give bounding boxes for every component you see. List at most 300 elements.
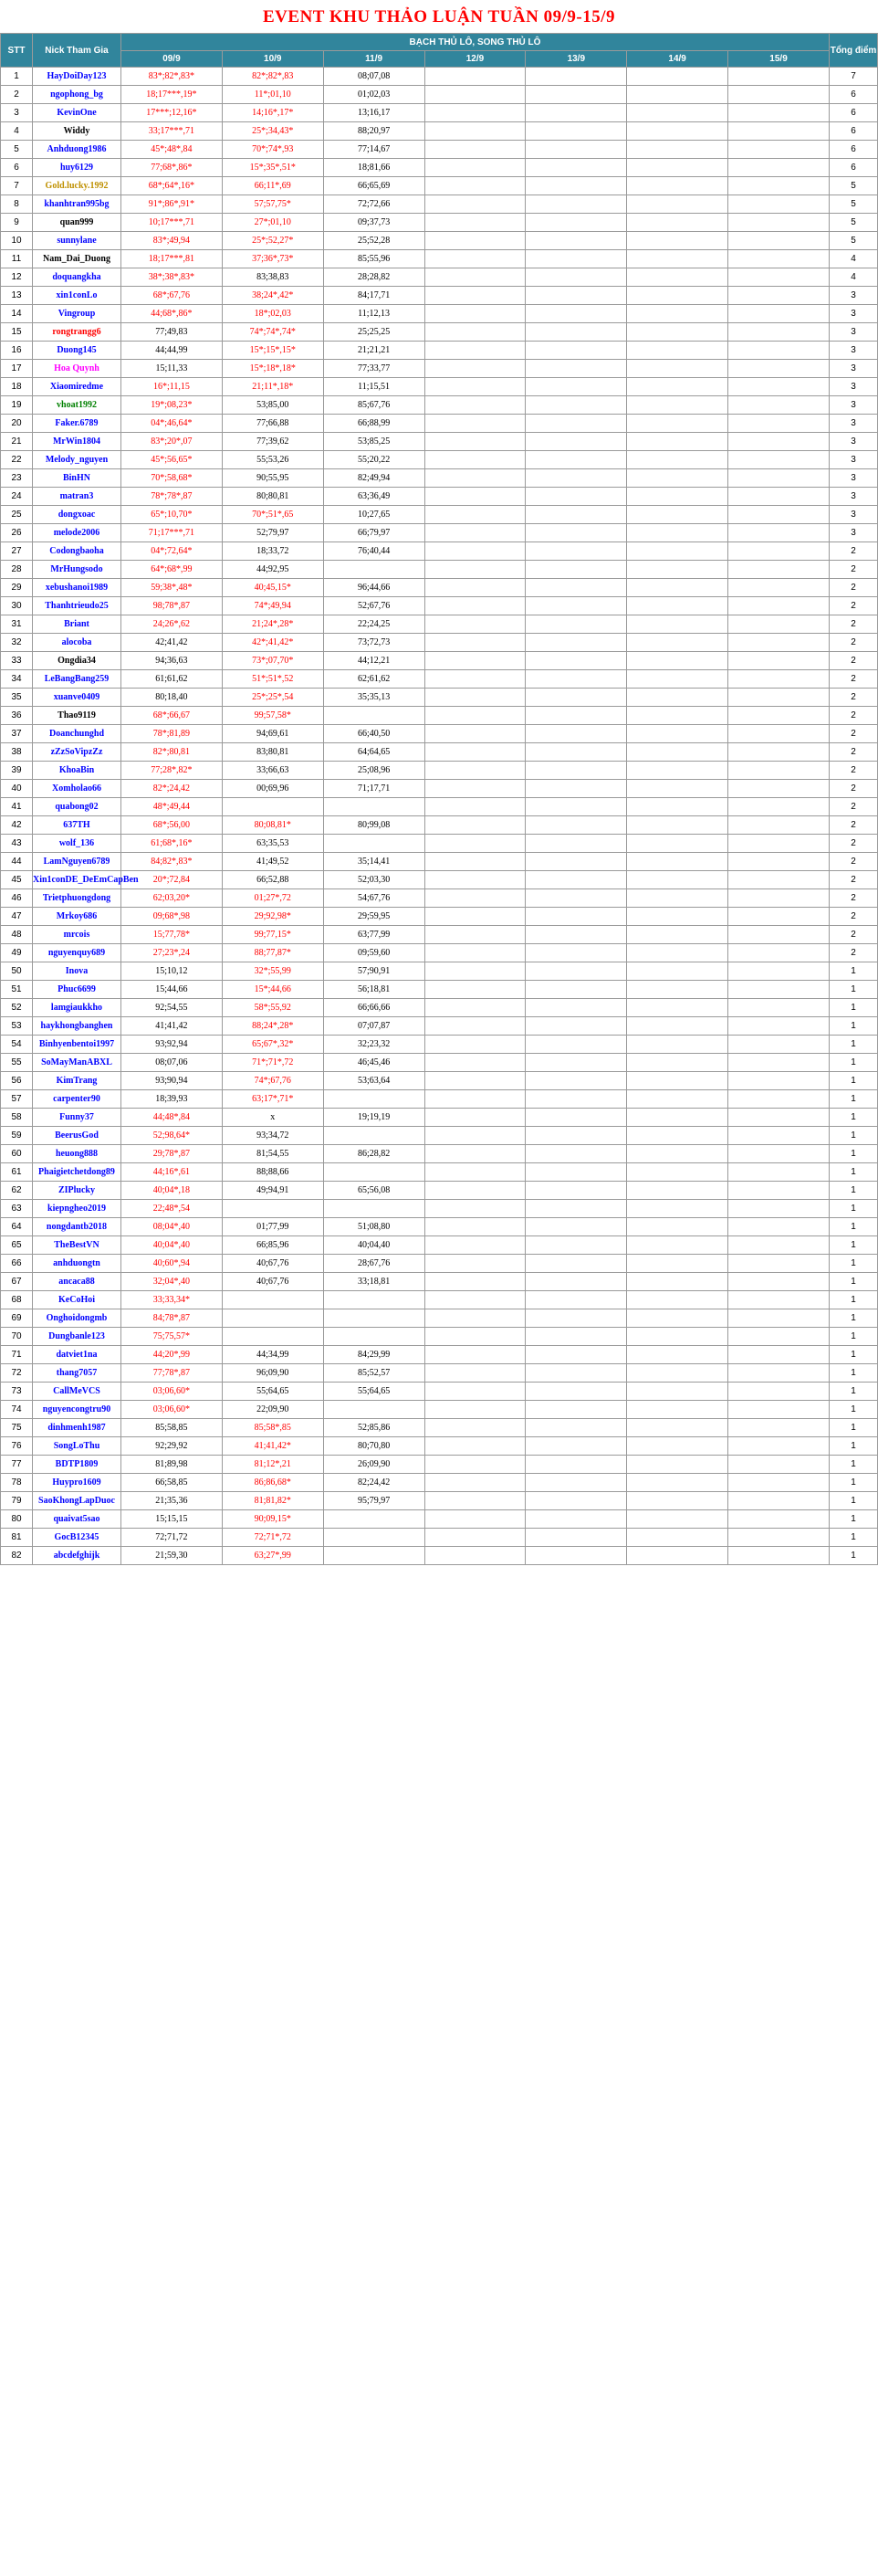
day-cell-4 (526, 159, 627, 177)
total-points: 2 (830, 561, 878, 579)
day-cell-5 (627, 433, 728, 451)
nickname-cell[interactable]: xuanve0409 (33, 689, 121, 707)
nickname-cell[interactable]: quan999 (33, 214, 121, 232)
row-index: 40 (1, 780, 33, 798)
table-row (1, 1054, 878, 1072)
nickname-cell[interactable]: Thao9119 (33, 707, 121, 725)
table-row (1, 962, 878, 981)
total-points: 1 (830, 1401, 878, 1419)
day-cell-6 (728, 1072, 830, 1090)
nickname-cell[interactable]: Thanhtrieudo25 (33, 597, 121, 615)
nickname-cell[interactable]: datviet1na (33, 1346, 121, 1364)
total-points: 1 (830, 1364, 878, 1383)
nickname-cell[interactable]: KimTrang (33, 1072, 121, 1090)
nickname-cell[interactable]: carpenter90 (33, 1090, 121, 1109)
nickname-cell[interactable]: ancaca88 (33, 1273, 121, 1291)
nickname-cell[interactable]: nguyenquy689 (33, 944, 121, 962)
day-cell-1: 52;79,97 (222, 524, 323, 542)
day-cell-3 (424, 1456, 526, 1474)
total-points: 6 (830, 159, 878, 177)
table-row (1, 1529, 878, 1547)
day-cell-5 (627, 1346, 728, 1364)
day-cell-1: 01;77,99 (222, 1218, 323, 1236)
nickname-cell[interactable]: HayDoiDay123 (33, 68, 121, 86)
nickname-cell[interactable]: matran3 (33, 488, 121, 506)
nickname-cell[interactable]: haykhongbanghen (33, 1017, 121, 1036)
day-cell-3 (424, 816, 526, 835)
nickname-cell[interactable]: Ongdia34 (33, 652, 121, 670)
total-points: 2 (830, 908, 878, 926)
nickname-cell[interactable]: 637TH (33, 816, 121, 835)
day-cell-0: 15;10,12 (121, 962, 223, 981)
nickname-cell[interactable]: SoMayManABXL (33, 1054, 121, 1072)
day-cell-3 (424, 1437, 526, 1456)
day-cell-2 (323, 1291, 424, 1309)
day-cell-5 (627, 1547, 728, 1565)
total-points: 3 (830, 433, 878, 451)
total-points: 1 (830, 1090, 878, 1109)
day-cell-6 (728, 725, 830, 743)
table-row (1, 378, 878, 396)
nickname-cell[interactable]: Widdy (33, 122, 121, 141)
day-cell-4 (526, 86, 627, 104)
day-cell-3 (424, 232, 526, 250)
day-cell-5 (627, 159, 728, 177)
day-cell-1: 96;09,90 (222, 1364, 323, 1383)
day-cell-3 (424, 835, 526, 853)
day-cell-4 (526, 141, 627, 159)
nickname-cell[interactable]: heuong888 (33, 1145, 121, 1163)
table-row (1, 122, 878, 141)
day-cell-3 (424, 615, 526, 634)
day-cell-2: 86;28,82 (323, 1145, 424, 1163)
day-cell-2: 07;07,87 (323, 1017, 424, 1036)
day-cell-0: 45*;56,65* (121, 451, 223, 469)
day-cell-4 (526, 597, 627, 615)
nickname-cell[interactable]: BDTP1809 (33, 1456, 121, 1474)
total-points: 6 (830, 141, 878, 159)
day-cell-5 (627, 889, 728, 908)
nickname-cell[interactable]: Phaigietchetdong89 (33, 1163, 121, 1182)
nickname-cell[interactable]: Codongbaoha (33, 542, 121, 561)
day-cell-1: 90;55,95 (222, 469, 323, 488)
table-row (1, 908, 878, 926)
nickname-cell[interactable]: Funny37 (33, 1109, 121, 1127)
row-index: 80 (1, 1510, 33, 1529)
nickname-cell[interactable]: LeBangBang259 (33, 670, 121, 689)
day-cell-5 (627, 780, 728, 798)
day-cell-4 (526, 999, 627, 1017)
row-index: 43 (1, 835, 33, 853)
nickname-cell[interactable]: Gold.lucky.1992 (33, 177, 121, 195)
day-cell-3 (424, 287, 526, 305)
day-cell-6 (728, 469, 830, 488)
day-cell-3 (424, 889, 526, 908)
total-points: 1 (830, 1109, 878, 1127)
day-cell-6 (728, 1145, 830, 1163)
nickname-cell[interactable]: Huypro1609 (33, 1474, 121, 1492)
day-cell-5 (627, 1273, 728, 1291)
day-cell-6 (728, 141, 830, 159)
total-points: 1 (830, 962, 878, 981)
day-cell-4 (526, 1109, 627, 1127)
nickname-cell[interactable]: wolf_136 (33, 835, 121, 853)
row-index: 36 (1, 707, 33, 725)
nickname-cell[interactable]: Duong145 (33, 342, 121, 360)
nickname-cell[interactable]: rongtrangg6 (33, 323, 121, 342)
day-cell-1: 15*;44,66 (222, 981, 323, 999)
day-cell-3 (424, 670, 526, 689)
nickname-cell[interactable]: anhduongtn (33, 1255, 121, 1273)
row-index: 34 (1, 670, 33, 689)
nickname-cell[interactable]: dinhmenh1987 (33, 1419, 121, 1437)
nickname-cell[interactable]: Faker.6789 (33, 415, 121, 433)
day-cell-3 (424, 1383, 526, 1401)
day-cell-4 (526, 1218, 627, 1236)
day-cell-5 (627, 1309, 728, 1328)
nickname-cell[interactable]: CallMeVCS (33, 1383, 121, 1401)
day-cell-2: 53;63,64 (323, 1072, 424, 1090)
col-day-6: 15/9 (728, 51, 830, 68)
total-points: 3 (830, 360, 878, 378)
day-cell-4 (526, 214, 627, 232)
row-index: 10 (1, 232, 33, 250)
day-cell-0: 52;98,64* (121, 1127, 223, 1145)
day-cell-3 (424, 141, 526, 159)
day-cell-0: 98;78*,87 (121, 597, 223, 615)
nickname-cell[interactable]: KeCoHoi (33, 1291, 121, 1309)
nickname-cell[interactable]: KhoaBin (33, 762, 121, 780)
day-cell-1: 51*;51*,52 (222, 670, 323, 689)
nickname-cell[interactable]: Onghoidongmb (33, 1309, 121, 1328)
row-index: 69 (1, 1309, 33, 1328)
nickname-cell[interactable]: mrcois (33, 926, 121, 944)
day-cell-2: 22;24,25 (323, 615, 424, 634)
row-index: 51 (1, 981, 33, 999)
table-row (1, 469, 878, 488)
day-cell-4 (526, 1346, 627, 1364)
day-cell-3 (424, 1364, 526, 1383)
nickname-cell[interactable]: zZzSoVipzZz (33, 743, 121, 762)
table-row (1, 1236, 878, 1255)
day-cell-3 (424, 396, 526, 415)
day-cell-6 (728, 908, 830, 926)
day-cell-4 (526, 177, 627, 195)
day-cell-4 (526, 1291, 627, 1309)
nickname-cell[interactable]: MrWin1804 (33, 433, 121, 451)
nickname-cell[interactable]: melode2006 (33, 524, 121, 542)
nickname-cell[interactable]: quabong02 (33, 798, 121, 816)
day-cell-0: 77;78*,87 (121, 1364, 223, 1383)
total-points: 2 (830, 780, 878, 798)
nickname-cell[interactable]: xebushanoi1989 (33, 579, 121, 597)
day-cell-5 (627, 615, 728, 634)
nickname-cell[interactable]: Dungbanle123 (33, 1328, 121, 1346)
day-cell-3 (424, 1255, 526, 1273)
nickname-cell[interactable]: SaoKhongLapDuoc (33, 1492, 121, 1510)
day-cell-5 (627, 1328, 728, 1346)
day-cell-6 (728, 159, 830, 177)
nickname-cell[interactable]: Trietphuongdong (33, 889, 121, 908)
day-cell-3 (424, 1200, 526, 1218)
day-cell-5 (627, 1529, 728, 1547)
nickname-cell[interactable]: Mrkoy686 (33, 908, 121, 926)
total-points: 2 (830, 944, 878, 962)
table-row (1, 999, 878, 1017)
day-cell-3 (424, 579, 526, 597)
nickname-cell[interactable]: TheBestVN (33, 1236, 121, 1255)
day-cell-1: 74*;67,76 (222, 1072, 323, 1090)
nickname-cell[interactable]: Hoa Quynh (33, 360, 121, 378)
day-cell-3 (424, 1474, 526, 1492)
day-cell-6 (728, 981, 830, 999)
nickname-cell[interactable]: alocoba (33, 634, 121, 652)
day-cell-5 (627, 451, 728, 469)
day-cell-3 (424, 1145, 526, 1163)
day-cell-1: 93;34,72 (222, 1127, 323, 1145)
nickname-cell[interactable]: Melody_nguyen (33, 451, 121, 469)
nickname-cell[interactable]: xin1conLo (33, 287, 121, 305)
total-points: 2 (830, 634, 878, 652)
table-row (1, 1255, 878, 1273)
day-cell-6 (728, 1419, 830, 1437)
nickname-cell[interactable]: GocB12345 (33, 1529, 121, 1547)
day-cell-4 (526, 1309, 627, 1328)
day-cell-1: 63;35,53 (222, 835, 323, 853)
nickname-cell[interactable]: SongLoThu (33, 1437, 121, 1456)
day-cell-2: 13;16,17 (323, 104, 424, 122)
day-cell-4 (526, 1017, 627, 1036)
table-row (1, 250, 878, 268)
nickname-cell[interactable]: ZIPlucky (33, 1182, 121, 1200)
nickname-cell[interactable]: abcdefghijk (33, 1547, 121, 1565)
table-row (1, 86, 878, 104)
nickname-cell[interactable]: lamgiaukkho (33, 999, 121, 1017)
day-cell-1: 99;57,58* (222, 707, 323, 725)
table-row (1, 1456, 878, 1474)
table-row (1, 1547, 878, 1565)
day-cell-2: 80;70,80 (323, 1437, 424, 1456)
total-points: 3 (830, 469, 878, 488)
nickname-cell[interactable]: doquangkha (33, 268, 121, 287)
row-index: 24 (1, 488, 33, 506)
day-cell-3 (424, 634, 526, 652)
day-cell-5 (627, 342, 728, 360)
day-cell-4 (526, 195, 627, 214)
day-cell-0: 92;29,92 (121, 1437, 223, 1456)
day-cell-4 (526, 305, 627, 323)
total-points: 2 (830, 871, 878, 889)
day-cell-5 (627, 561, 728, 579)
nickname-cell[interactable]: thang7057 (33, 1364, 121, 1383)
nickname-cell[interactable]: Anhduong1986 (33, 141, 121, 159)
day-cell-5 (627, 1456, 728, 1474)
day-cell-2: 96;44,66 (323, 579, 424, 597)
day-cell-1: 81;81,82* (222, 1492, 323, 1510)
day-cell-6 (728, 743, 830, 762)
total-points: 6 (830, 122, 878, 141)
day-cell-2: 66;66,66 (323, 999, 424, 1017)
day-cell-0: 17***;12,16* (121, 104, 223, 122)
day-cell-6 (728, 1017, 830, 1036)
nickname-cell[interactable]: Doanchunghd (33, 725, 121, 743)
day-cell-5 (627, 378, 728, 396)
row-index: 29 (1, 579, 33, 597)
day-cell-5 (627, 1109, 728, 1127)
nickname-cell[interactable]: Xin1conDE_DeEmCapBen (33, 871, 121, 889)
table-row (1, 1109, 878, 1127)
day-cell-1: 49;94,91 (222, 1182, 323, 1200)
day-cell-5 (627, 1510, 728, 1529)
day-cell-1: 01;27*,72 (222, 889, 323, 908)
day-cell-2: 84;29,99 (323, 1346, 424, 1364)
day-cell-6 (728, 360, 830, 378)
nickname-cell[interactable]: nguyencongtru90 (33, 1401, 121, 1419)
day-cell-5 (627, 1036, 728, 1054)
day-cell-5 (627, 1364, 728, 1383)
day-cell-3 (424, 68, 526, 86)
day-cell-1: 18*;02,03 (222, 305, 323, 323)
nickname-cell[interactable]: huy6129 (33, 159, 121, 177)
day-cell-0: 83*;82*,83* (121, 68, 223, 86)
nickname-cell[interactable]: Binhyenbentoi1997 (33, 1036, 121, 1054)
day-cell-0: 64*;68*,99 (121, 561, 223, 579)
day-cell-0: 24;26*,62 (121, 615, 223, 634)
nickname-cell[interactable]: sunnylane (33, 232, 121, 250)
day-cell-6 (728, 1036, 830, 1054)
day-cell-5 (627, 1145, 728, 1163)
day-cell-6 (728, 1547, 830, 1565)
total-points: 1 (830, 1236, 878, 1255)
row-index: 7 (1, 177, 33, 195)
day-cell-0: 66;58,85 (121, 1474, 223, 1492)
total-points: 1 (830, 1456, 878, 1474)
day-cell-3 (424, 944, 526, 962)
table-row (1, 506, 878, 524)
row-index: 64 (1, 1218, 33, 1236)
day-cell-6 (728, 707, 830, 725)
day-cell-4 (526, 68, 627, 86)
day-cell-5 (627, 670, 728, 689)
nickname-cell[interactable]: kiepngheo2019 (33, 1200, 121, 1218)
nickname-cell[interactable]: Nam_Dai_Duong (33, 250, 121, 268)
day-cell-6 (728, 122, 830, 141)
day-cell-2: 10;27,65 (323, 506, 424, 524)
day-cell-0: 41;41,42 (121, 1017, 223, 1036)
day-cell-2 (323, 1200, 424, 1218)
day-cell-0: 10;17***,71 (121, 214, 223, 232)
total-points: 4 (830, 250, 878, 268)
day-cell-0: 08;04*,40 (121, 1218, 223, 1236)
day-cell-2: 35;14,41 (323, 853, 424, 871)
day-cell-6 (728, 1236, 830, 1255)
nickname-cell[interactable]: BinHN (33, 469, 121, 488)
nickname-cell[interactable]: BeerusGod (33, 1127, 121, 1145)
day-cell-4 (526, 908, 627, 926)
day-cell-4 (526, 926, 627, 944)
day-cell-5 (627, 1255, 728, 1273)
total-points: 2 (830, 707, 878, 725)
nickname-cell[interactable]: ngophong_bg (33, 86, 121, 104)
day-cell-0: 16*;11,15 (121, 378, 223, 396)
row-index: 32 (1, 634, 33, 652)
day-cell-3 (424, 177, 526, 195)
total-points: 2 (830, 889, 878, 908)
table-row (1, 1163, 878, 1182)
nickname-cell[interactable]: Xomholao66 (33, 780, 121, 798)
total-points: 1 (830, 981, 878, 999)
day-cell-0: 70*;58,68* (121, 469, 223, 488)
nickname-cell[interactable]: Phuc6699 (33, 981, 121, 999)
row-index: 57 (1, 1090, 33, 1109)
day-cell-5 (627, 177, 728, 195)
table-row (1, 141, 878, 159)
table-row (1, 926, 878, 944)
nickname-cell[interactable]: KevinOne (33, 104, 121, 122)
day-cell-3 (424, 1492, 526, 1510)
day-cell-4 (526, 743, 627, 762)
day-cell-5 (627, 1182, 728, 1200)
day-cell-2: 62;61,62 (323, 670, 424, 689)
day-cell-0: 15;77,78* (121, 926, 223, 944)
nickname-cell[interactable]: dongxoac (33, 506, 121, 524)
day-cell-4 (526, 689, 627, 707)
day-cell-6 (728, 378, 830, 396)
total-points: 1 (830, 1054, 878, 1072)
day-cell-2: 77;33,77 (323, 360, 424, 378)
day-cell-4 (526, 250, 627, 268)
day-cell-1: 80;08,81* (222, 816, 323, 835)
day-cell-4 (526, 451, 627, 469)
nickname-cell[interactable]: Inova (33, 962, 121, 981)
table-row (1, 360, 878, 378)
day-cell-5 (627, 1401, 728, 1419)
day-cell-2 (323, 1510, 424, 1529)
day-cell-3 (424, 268, 526, 287)
nickname-cell[interactable]: Vingroup (33, 305, 121, 323)
row-index: 33 (1, 652, 33, 670)
nickname-cell[interactable]: Briant (33, 615, 121, 634)
total-points: 2 (830, 798, 878, 816)
nickname-cell[interactable]: LamNguyen6789 (33, 853, 121, 871)
total-points: 2 (830, 652, 878, 670)
nickname-cell[interactable]: vhoat1992 (33, 396, 121, 415)
day-cell-3 (424, 1419, 526, 1437)
day-cell-3 (424, 871, 526, 889)
nickname-cell[interactable]: MrHungsodo (33, 561, 121, 579)
day-cell-4 (526, 1364, 627, 1383)
row-index: 63 (1, 1200, 33, 1218)
nickname-cell[interactable]: nongdantb2018 (33, 1218, 121, 1236)
table-row (1, 159, 878, 177)
day-cell-2 (323, 1328, 424, 1346)
day-cell-5 (627, 232, 728, 250)
day-cell-1: 83;38,83 (222, 268, 323, 287)
day-cell-6 (728, 798, 830, 816)
day-cell-2 (323, 798, 424, 816)
day-cell-5 (627, 725, 728, 743)
row-index: 55 (1, 1054, 33, 1072)
day-cell-3 (424, 1218, 526, 1236)
day-cell-6 (728, 214, 830, 232)
day-cell-6 (728, 615, 830, 634)
day-cell-5 (627, 1291, 728, 1309)
day-cell-2: 08;07,08 (323, 68, 424, 86)
day-cell-6 (728, 1090, 830, 1109)
nickname-cell[interactable]: khanhtran995bg (33, 195, 121, 214)
nickname-cell[interactable]: quaivat5sao (33, 1510, 121, 1529)
nickname-cell[interactable]: Xiaomiredme (33, 378, 121, 396)
